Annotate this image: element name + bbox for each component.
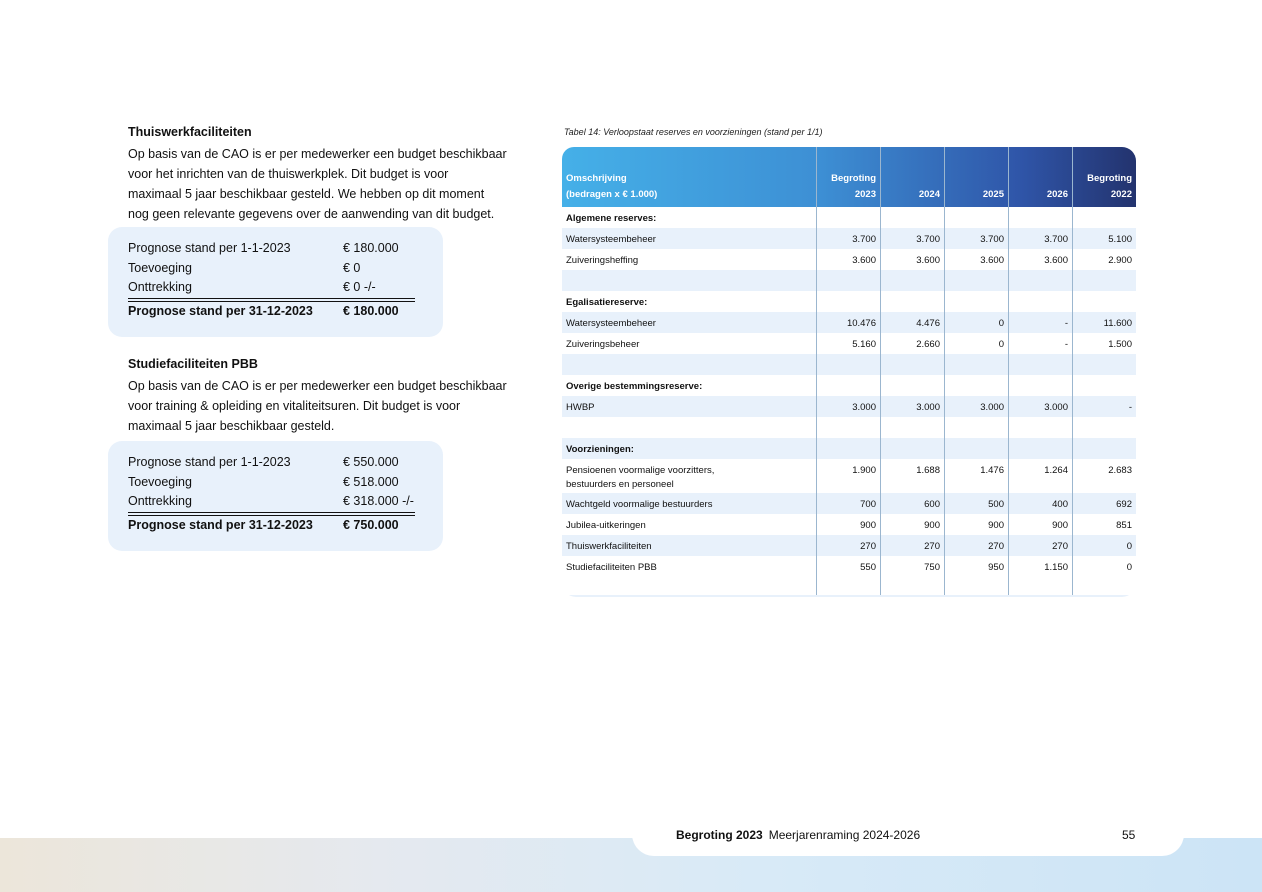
row-value: - [1064, 339, 1068, 350]
row-value: 900 [924, 520, 940, 531]
row-value: 851 [1116, 520, 1132, 531]
header-year-2023: 2023 [854, 189, 876, 200]
row-label [566, 338, 639, 352]
header-omschrijving: Omschrijving [566, 173, 627, 184]
summary-label: Toevoeging [128, 260, 192, 275]
row-value: 2.900 [1108, 255, 1132, 266]
row-label [566, 519, 646, 533]
row-label-text: Overige bestemmingsreserve: [566, 381, 703, 392]
row-label-text: Watersysteembeheer [566, 234, 656, 245]
table-group-row [562, 438, 1136, 459]
summary-value: € 550.000 [343, 455, 399, 469]
column-divider [1072, 147, 1073, 597]
row-value: 270 [860, 541, 876, 552]
row-label [566, 233, 656, 247]
summary-label: Prognose stand per 1-1-2023 [128, 455, 291, 469]
row-value: 3.600 [1044, 255, 1068, 266]
row-value: 3.000 [1044, 402, 1068, 413]
summary-value: € 180.000 [343, 303, 399, 318]
row-label [566, 498, 712, 512]
summary-label: Prognose stand per 31-12-2023 [128, 517, 313, 532]
row-label-text: Watersysteembeheer [566, 318, 656, 329]
row-value: 4.476 [916, 318, 940, 329]
summary-value: € 518.000 [343, 474, 399, 489]
summary-row [128, 453, 443, 473]
row-label [566, 212, 656, 226]
table-row [562, 514, 1136, 535]
row-value: 1.900 [852, 465, 876, 476]
row-value: 270 [1052, 541, 1068, 552]
summary-row [128, 239, 443, 259]
column-divider [816, 147, 817, 597]
summary-value: € 750.000 [343, 517, 399, 532]
table-row [562, 333, 1136, 354]
row-value: 0 [1126, 541, 1132, 552]
summary-label: Toevoeging [128, 474, 192, 489]
row-value: 3.700 [852, 234, 876, 245]
left-column [128, 124, 528, 224]
row-value: 270 [988, 541, 1004, 552]
row-label-text: Jubilea-uitkeringen [566, 520, 646, 531]
summary-row [128, 473, 443, 493]
row-value: 270 [924, 541, 940, 552]
row-value: 3.600 [980, 255, 1004, 266]
row-label-text: HWBP [566, 402, 595, 413]
studie-line-3: maximaal 5 jaar beschikbaar gesteld. [128, 419, 335, 433]
studie-text [128, 376, 528, 436]
table-row [562, 228, 1136, 249]
row-value: 1.264 [1044, 465, 1068, 476]
row-value: 5.160 [852, 339, 876, 350]
studie-line-1: Op basis van de CAO is er per medewerker een budget beschikbaar [128, 379, 507, 393]
row-value: 3.600 [916, 255, 940, 266]
row-value: 2.683 [1108, 465, 1132, 476]
header-year-2026: 2026 [1046, 189, 1068, 200]
row-value: 1.688 [916, 465, 940, 476]
thuiswerk-line-2: voor het inrichten van de thuiswerkplek. Dit budget is voor [128, 167, 449, 181]
row-value: 10.476 [846, 318, 876, 329]
summary-label: Onttrekking [128, 280, 192, 294]
row-value: 900 [860, 520, 876, 531]
row-value: 0 [998, 318, 1004, 329]
row-label-text: Voorzieningen: [566, 444, 634, 455]
summary-value: € 0 [343, 260, 361, 275]
header-year-2024: 2024 [918, 189, 940, 200]
header-begroting: Begroting [831, 173, 876, 184]
studie-title: Studiefaciliteiten PBB [128, 357, 258, 371]
header-begroting-2: Begroting [1087, 173, 1132, 184]
row-label-text: Wachtgeld voormalige bestuurders [566, 499, 713, 510]
studie-line-2: voor training & opleiding en vitaliteitsuren. Dit budget is voor [128, 399, 461, 413]
summary-row [128, 278, 415, 299]
summary-label: Prognose stand per 1-1-2023 [128, 241, 291, 255]
row-value: - [1128, 402, 1132, 413]
row-value: 3.700 [916, 234, 940, 245]
table-row [562, 417, 1136, 438]
thuiswerk-text [128, 144, 528, 224]
footer-title [676, 828, 920, 842]
summary-value: € 0 -/- [343, 280, 376, 294]
row-value: - [1064, 318, 1068, 329]
table-group-row [562, 207, 1136, 228]
row-label [566, 296, 647, 310]
table-row [562, 396, 1136, 417]
table-row [562, 249, 1136, 270]
thuiswerk-title: Thuiswerkfaciliteiten [128, 125, 252, 139]
row-value: 1.476 [980, 465, 1004, 476]
summary-row [128, 492, 415, 513]
row-label [566, 443, 634, 457]
row-value: 950 [988, 562, 1004, 573]
row-label-text: Thuiswerkfaciliteiten [566, 541, 652, 552]
studie-summary-box [108, 441, 443, 551]
footer-title-bold: Begroting 2023 [676, 828, 763, 842]
column-divider [880, 147, 881, 597]
table-row [562, 459, 1136, 493]
header-year-2025: 2025 [982, 189, 1004, 200]
table-row [562, 270, 1136, 291]
row-label [566, 380, 702, 394]
table-row [562, 354, 1136, 375]
row-value: 3.000 [852, 402, 876, 413]
row-value: 11.600 [1103, 318, 1132, 329]
row-value: 600 [924, 499, 940, 510]
page-number: 55 [1122, 828, 1136, 842]
row-label-text: Algemene reserves: [566, 213, 657, 224]
table-row [562, 535, 1136, 556]
thuiswerk-line-1: Op basis van de CAO is er per medewerker een budget beschikbaar [128, 147, 507, 161]
table-header [562, 147, 1136, 207]
row-value: 900 [1052, 520, 1068, 531]
row-value: 3.000 [916, 402, 940, 413]
row-label-text: Pensioenen voormalige voorzitters, [566, 465, 715, 476]
summary-label: Prognose stand per 31-12-2023 [128, 303, 313, 318]
column-divider [944, 147, 945, 597]
summary-value: € 318.000 -/- [343, 494, 414, 508]
table-group-row [562, 291, 1136, 312]
row-value: 0 [1126, 562, 1132, 573]
row-value: 2.660 [916, 339, 940, 350]
summary-value: € 180.000 [343, 241, 399, 255]
row-label [566, 561, 657, 575]
column-divider [1008, 147, 1009, 597]
table-bottom-band [562, 595, 1136, 597]
row-value: 700 [860, 499, 876, 510]
summary-row [128, 259, 443, 279]
header-year-2022: 2022 [1110, 189, 1132, 200]
row-value: 3.700 [1044, 234, 1068, 245]
left-column-2 [128, 356, 528, 436]
row-label-text: Zuiveringsbeheer [566, 339, 640, 350]
reserves-table [562, 147, 1136, 597]
row-label [566, 254, 638, 268]
row-label-text: Zuiveringsheffing [566, 255, 639, 266]
table-row [562, 312, 1136, 333]
thuiswerk-line-4: nog geen relevante gegevens over de aanwending van dit budget. [128, 207, 495, 221]
row-label [566, 317, 656, 331]
row-value: 750 [924, 562, 940, 573]
summary-total-row [128, 515, 415, 536]
row-label-text: Egalisatiereserve: [566, 297, 648, 308]
row-value: 692 [1116, 499, 1132, 510]
row-value: 5.100 [1108, 234, 1132, 245]
table-row [562, 493, 1136, 514]
summary-label: Onttrekking [128, 494, 192, 508]
thuiswerk-line-3: maximaal 5 jaar beschikbaar gesteld. We hebben op dit moment [128, 187, 485, 201]
header-bedragen: (bedragen x € 1.000) [566, 189, 658, 200]
row-value: 1.500 [1108, 339, 1132, 350]
row-value: 0 [998, 339, 1004, 350]
table-row [562, 556, 1136, 577]
table-group-row [562, 375, 1136, 396]
row-value: 500 [988, 499, 1004, 510]
row-label-text: Studiefaciliteiten PBB [566, 562, 657, 573]
footer-title-rest: Meerjarenraming 2024-2026 [768, 828, 921, 842]
row-value: 3.700 [980, 234, 1004, 245]
row-value: 3.600 [852, 255, 876, 266]
row-value: 400 [1052, 499, 1068, 510]
row-label [566, 540, 652, 554]
row-label [566, 464, 714, 492]
row-label-text-2: bestuurders en personeel [566, 479, 674, 490]
row-value: 3.000 [980, 402, 1004, 413]
summary-total-row [128, 301, 415, 322]
row-label [566, 401, 595, 415]
row-value: 550 [860, 562, 876, 573]
row-value: 900 [988, 520, 1004, 531]
row-value: 1.150 [1044, 562, 1068, 573]
thuiswerk-summary-box [108, 227, 443, 337]
table-caption: Tabel 14: Verloopstaat reserves en voorzieningen (stand per 1/1) [564, 127, 823, 137]
